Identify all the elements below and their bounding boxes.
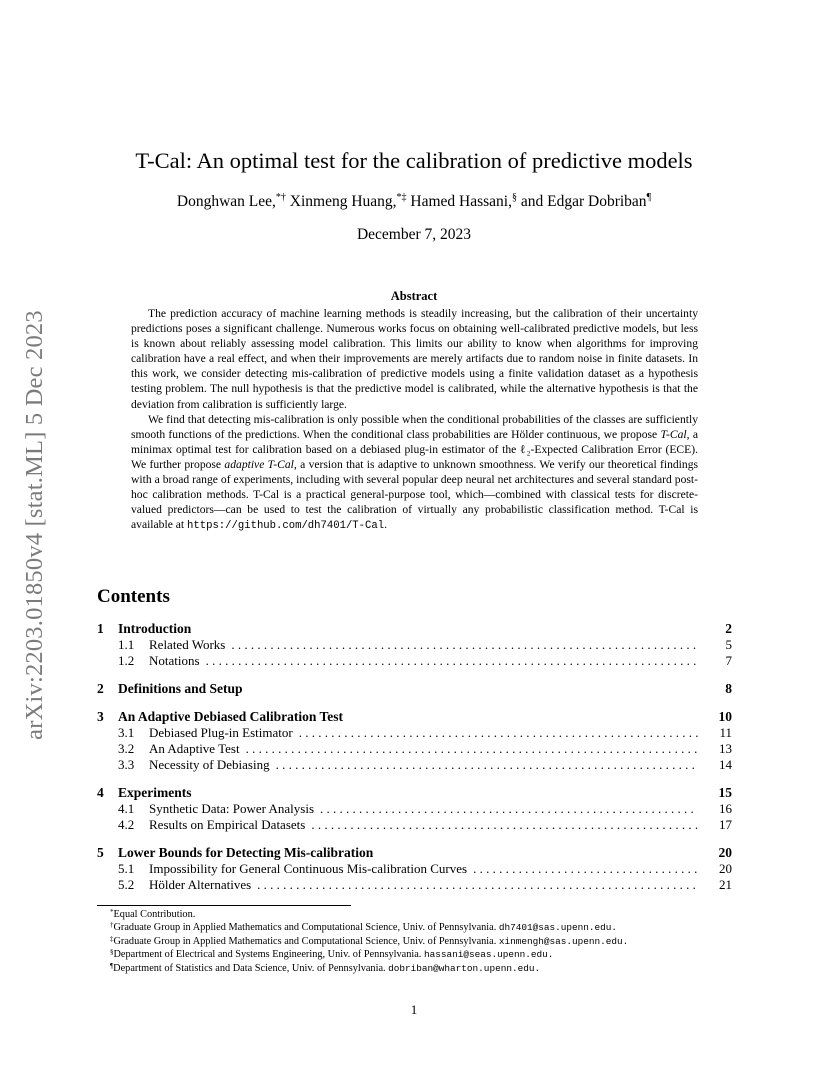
toc-section — [97, 708, 732, 774]
arxiv-identifier-stamp — [14, 287, 56, 762]
footnote-mark: ‡ — [110, 934, 114, 943]
abstract-emphasis: T-Cal — [660, 427, 687, 441]
toc-entry-section[interactable] — [97, 680, 732, 697]
toc-entry-subsection[interactable] — [97, 637, 732, 653]
footnote — [97, 921, 737, 934]
toc-entry-page: 16 — [719, 800, 732, 816]
toc-entry-number: 5.2 — [118, 877, 135, 893]
footnote-email[interactable]: hassani@seas.upenn.edu. — [423, 949, 554, 961]
arxiv-identifier-text: arXiv:2203.01850v4 [stat.ML] 5 Dec 2023 — [21, 309, 49, 740]
toc-entry-number: 4 — [97, 784, 104, 800]
footnote-divider — [97, 905, 351, 906]
abstract-text: , a version that is adaptive to unknown smoothness. We verify our theoretical findings with a broad range of experiments, including with several popular deep neural net architectures and several standard post-hoc calibration methods. T-Cal is a practical general-purpose tool, which—combined with classical tests for discrete-valued predictors—can be used to test the calibration of virtually any probabilistic classification method. T-Cal is available at — [131, 457, 698, 532]
toc-entry-subsection[interactable] — [97, 725, 732, 741]
toc-entry-subsection[interactable] — [97, 817, 732, 833]
toc-dot-leader — [276, 757, 698, 773]
footnote-mark: ¶ — [110, 961, 114, 970]
toc-entry-label: Definitions and Setup — [118, 681, 243, 697]
toc-dot-leader — [257, 877, 698, 893]
toc-dot-leader — [231, 637, 698, 653]
toc-dot-leader — [299, 725, 698, 741]
footnote-text: Equal Contribution. — [113, 909, 196, 920]
toc-dot-leader — [246, 741, 698, 757]
page-number: 1 — [410, 1002, 418, 1017]
footnotes — [97, 908, 737, 975]
toc-entry-number: 3.1 — [118, 724, 135, 740]
footnote-text: Graduate Group in Applied Mathematics and Computational Science, Univ. of Pennsylvania. — [113, 922, 499, 934]
table-of-contents — [97, 620, 732, 904]
abstract-text: . — [384, 518, 387, 532]
contents-heading: Contents — [97, 586, 170, 607]
toc-entry-page: 15 — [718, 784, 732, 800]
toc-entry-section[interactable] — [97, 620, 732, 637]
author-name: Donghwan Lee, — [176, 193, 276, 210]
toc-entry-section[interactable] — [97, 708, 732, 725]
toc-entry-label: An Adaptive Test — [149, 740, 240, 756]
footnote-mark: § — [110, 948, 114, 957]
toc-entry-number: 3 — [97, 708, 104, 724]
toc-entry-label: Necessity of Debiasing — [149, 757, 270, 773]
toc-entry-number: 4.1 — [118, 800, 135, 816]
footnote — [97, 962, 737, 975]
toc-entry-label: Notations — [149, 653, 200, 669]
footnote — [97, 908, 737, 921]
toc-dot-leader — [473, 861, 698, 877]
toc-section — [97, 680, 732, 697]
toc-entry-subsection[interactable] — [97, 877, 732, 893]
author-name: Xinmeng Huang, — [289, 193, 397, 210]
toc-entry-number: 5 — [97, 845, 104, 861]
abstract-paragraph: The prediction accuracy of machine learning methods is steadily increasing, but the calibration of their uncertainty predictions poses a significant challenge. Numerous works focus on obtaining well-calibrated predictive models, but less is known about reliably assessing model calibration. This limits our ability to know when algorithms for improving calibration have a real effect, and when their improvements are merely artifacts due to random noise in finite datasets. In this work, we consider detecting mis-calibration of predictive models using a finite validation dataset as a hypothesis testing problem. The null hypothesis is that the predictive model is calibrated, while the alternative hypothesis is that the deviation from calibration is sufficiently large. — [131, 307, 698, 411]
abstract-paragraph — [131, 412, 698, 535]
toc-entry-number: 4.2 — [118, 817, 135, 833]
toc-entry-subsection[interactable] — [97, 653, 732, 669]
abstract-text: , a minimax optimal test for calibration based on a debiased plug-in estimator of the ℓ₂-Expected Calibration Error (ECE). We further propose — [131, 427, 698, 471]
author-affiliation-mark: § — [512, 192, 517, 203]
toc-section — [97, 844, 732, 894]
toc-entry-label: Experiments — [118, 784, 192, 800]
footnote-mark: * — [110, 908, 114, 916]
toc-entry-page: 8 — [725, 681, 732, 697]
footnote-text: Graduate Group in Applied Mathematics and Computational Science, Univ. of Pennsylvania. — [113, 935, 499, 947]
toc-entry-section[interactable] — [97, 844, 732, 861]
footnote — [97, 935, 737, 948]
abstract-text: We find that detecting mis-calibration is only possible when the conditional probabilities of the classes are sufficiently smooth functions of the predictions. When the conditional class probabilities are Hölder continuous, we propose — [131, 412, 698, 441]
toc-entry-number: 5.1 — [118, 861, 135, 877]
toc-dot-leader — [320, 801, 698, 817]
toc-entry-page: 20 — [718, 845, 732, 861]
footnote-text: Department of Statistics and Data Science, Univ. of Pennsylvania. — [113, 962, 389, 974]
footnote — [97, 948, 737, 961]
footnote-email[interactable]: dh7401@sas.upenn.edu. — [498, 922, 618, 934]
author-affiliation-mark: *‡ — [396, 192, 407, 203]
author-affiliation-mark: *† — [275, 192, 286, 203]
footnote-text: Department of Electrical and Systems Engineering, Univ. of Pennsylvania. — [113, 949, 424, 961]
toc-entry-page: 17 — [719, 817, 732, 833]
toc-dot-leader — [206, 653, 698, 669]
author-name: Hamed Hassani, — [410, 193, 512, 210]
toc-entry-page: 2 — [725, 621, 732, 636]
toc-entry-label: Lower Bounds for Detecting Mis-calibration — [118, 845, 374, 861]
footnote-mark: † — [110, 921, 114, 930]
toc-entry-subsection[interactable] — [97, 801, 732, 817]
toc-entry-label: Hölder Alternatives — [149, 877, 252, 893]
abstract-emphasis: adaptive T-Cal — [224, 457, 294, 471]
repository-link[interactable]: https://github.com/dh7401/T-Cal — [187, 520, 385, 533]
author-list — [0, 192, 828, 212]
toc-section — [97, 620, 732, 670]
toc-entry-page: 10 — [718, 708, 732, 724]
toc-entry-label: An Adaptive Debiased Calibration Test — [118, 708, 344, 724]
toc-entry-page: 7 — [725, 653, 732, 669]
toc-entry-section[interactable] — [97, 784, 732, 801]
toc-entry-subsection[interactable] — [97, 741, 732, 757]
footnote-email[interactable]: dobriban@wharton.upenn.edu. — [388, 962, 541, 974]
toc-entry-number: 2 — [97, 681, 104, 697]
toc-entry-subsection[interactable] — [97, 861, 732, 877]
toc-entry-page: 14 — [719, 757, 732, 773]
toc-entry-page: 21 — [719, 877, 732, 893]
toc-entry-label: Debiased Plug-in Estimator — [149, 724, 293, 740]
toc-entry-page: 5 — [725, 637, 732, 652]
footnote-email[interactable]: xinmengh@sas.upenn.edu. — [498, 935, 629, 947]
toc-entry-label: Impossibility for General Continuous Mis-calibration Curves — [149, 861, 468, 877]
toc-entry-label: Related Works — [149, 637, 226, 652]
toc-entry-subsection[interactable] — [97, 757, 732, 773]
toc-entry-page: 11 — [719, 724, 732, 740]
toc-entry-label: Introduction — [118, 621, 192, 636]
toc-entry-page: 20 — [719, 861, 732, 877]
abstract-body — [131, 306, 698, 534]
toc-entry-page: 13 — [719, 740, 732, 756]
toc-dot-leader — [311, 817, 698, 833]
author-name: and Edgar Dobriban — [520, 193, 647, 210]
author-affiliation-mark: ¶ — [646, 192, 652, 203]
toc-entry-number: 3.3 — [118, 757, 135, 773]
toc-entry-number: 1 — [97, 621, 104, 636]
toc-entry-number: 1.1 — [118, 637, 135, 652]
paper-date: December 7, 2023 — [356, 226, 472, 243]
toc-entry-number: 1.2 — [118, 653, 135, 669]
toc-entry-label: Synthetic Data: Power Analysis — [149, 800, 315, 816]
abstract-heading: Abstract — [390, 289, 438, 303]
toc-entry-number: 3.2 — [118, 740, 135, 756]
toc-section — [97, 784, 732, 834]
paper-title: T-Cal: An optimal test for the calibration of predictive models — [135, 148, 693, 173]
toc-entry-label: Results on Empirical Datasets — [149, 817, 306, 833]
